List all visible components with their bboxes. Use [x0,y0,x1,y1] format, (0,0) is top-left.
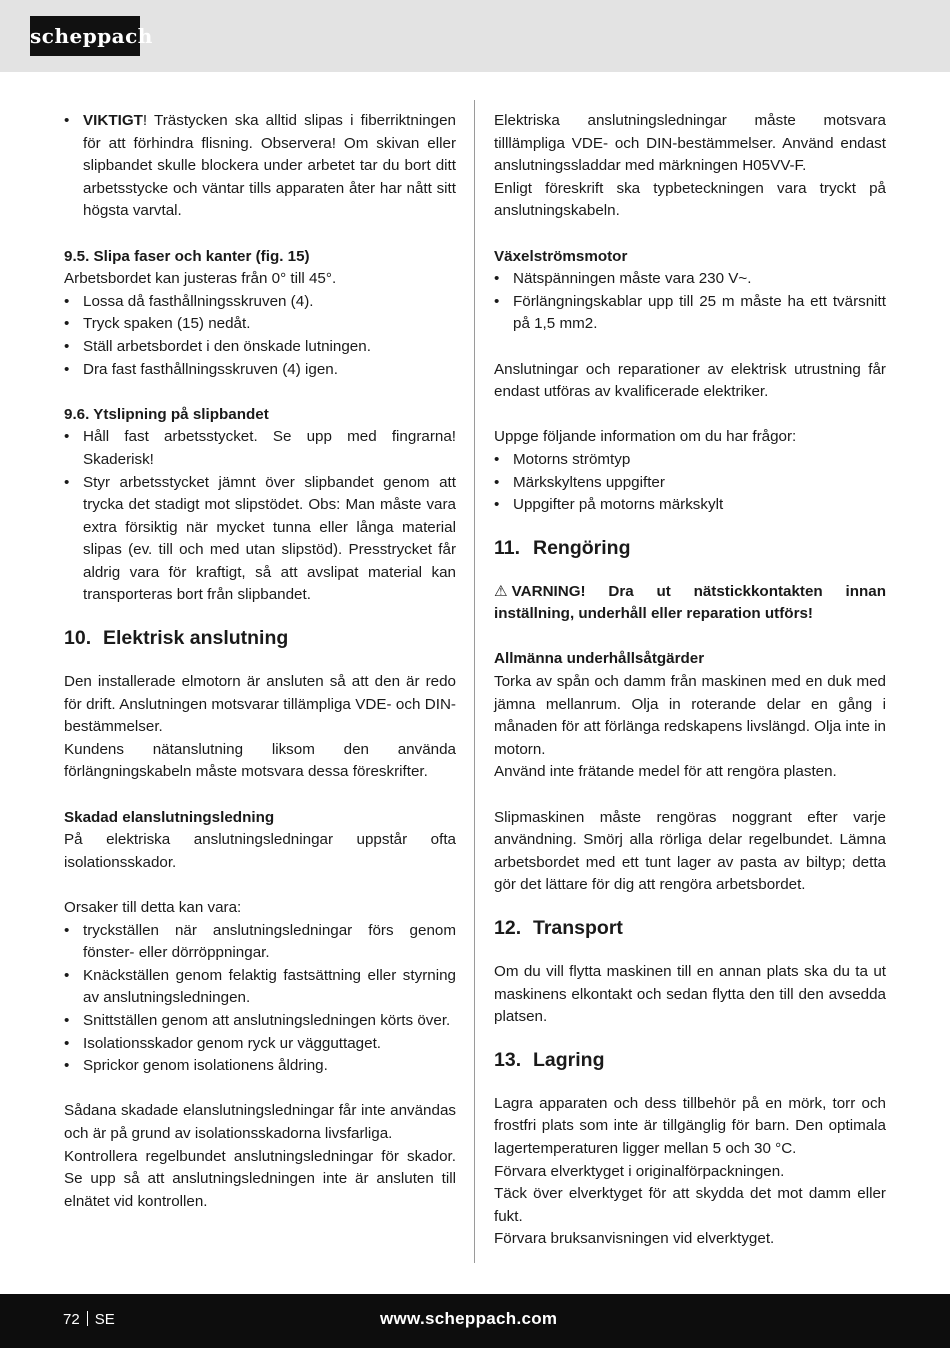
section-10-paragraph: Den installerade elmotorn är ansluten så att den är redo för drift. Anslutningen motsvarar tillämpliga VDE- och DIN-bestämmelser. [64,673,456,736]
list-item: • Dra fast fasthållningsskruven (4) igen. [64,359,456,382]
maintenance-paragraph: Slipmaskinen måste rengöras noggrant efter varje användning. Smörj alla rörliga delar regelbundet. Lämna arbetsbordet med ett tunt lager av pasta av biltyp; detta gör det lättare för dig att rengöra arbetsbordet. [494,808,886,894]
important-text: ! Trästycken ska alltid slipas i fiberriktningen för att förhindra flisning. Observera! Om skivan eller slipbandet skulle blockera under arbetet tar du bort ditt arbetsstycke och väntar tills apparaten åter har nått sitt högsta varvtal. [83,112,456,220]
closing-paragraph: Kontrollera regelbundet anslutningsledningar för skador. Se upp så att anslutningsledningen inte är ansluten till elnätet vid kontrollen. [64,1147,456,1210]
list-item: • tryckställen när anslutningsledningar förs genom fönster- eller dörröppningar. [64,920,456,965]
list-item: • Snittställen genom att anslutningsledningen körts över. [64,1010,456,1033]
left-column [64,110,456,1213]
section-title: Elektrisk anslutning [103,627,289,650]
info-intro: Uppge följande information om du har frågor: [494,428,797,446]
damaged-cable-title: Skadad elanslutningsledning [64,808,275,826]
ac-motor-list [494,268,886,336]
list-item: • Styr arbetsstycket jämnt över slipbandet genom att trycka det stadigt mot slipstödet. Obs: Man måste vara extra försiktig när mycket tunna eller långa material slipas (ev. till och med utan slipstöd). Presstrycket får aldrig vara för kraftigt, så att avslipat material kan transporteras bort från slipbandet. [64,472,456,608]
info-list [494,449,886,517]
section-9-6-title: 9.6. Ytslipning på slipbandet [64,405,269,423]
list-item: • Uppgifter på motorns märkskylt [494,494,886,517]
section-number: 11. [494,536,521,559]
page-footer [0,1294,950,1348]
section-12-heading [494,915,886,941]
list-item: • Ställ arbetsbordet i den önskade lutningen. [64,336,456,359]
section-9-5-list [64,291,456,381]
list-item: • Nätspänningen måste vara 230 V~. [494,268,886,291]
section-9-5-intro: Arbetsbordet kan justeras från 0° till 45°. [64,270,337,288]
list-item: • Isolationsskador genom ryck ur vägguttaget. [64,1033,456,1056]
intro-list [64,110,456,223]
right-column [494,110,886,1251]
warning-text: VARNING! Dra ut nätstickkontakten innan inställning, underhåll eller reparation utförs! [494,582,886,623]
section-11-heading [494,535,886,561]
section-title: Lagring [533,1048,605,1071]
page-number: 72 [63,1311,80,1328]
warning-icon: ⚠ [494,582,508,600]
list-item: • Lossa då fasthållningsskruven (4). [64,291,456,314]
section-title: Transport [533,917,623,939]
footer-separator [87,1311,88,1326]
maintenance-paragraph: Använd inte frätande medel för att rengöra plasten. [494,763,837,781]
cable-paragraph: Elektriska anslutningsledningar måste motsvara tilllämpliga VDE- och DIN-bestämmelser. Använd endast anslutningssladdar med märkningen H05VV-F. [494,112,886,175]
maintenance-paragraph: Torka av spån och damm från maskinen med en duk med jämna mellanrum. Olja in roterande delar en gång i månaden för att förlänga redskapens livslängd. Olja inte in motorn. [494,673,886,758]
list-item [64,110,456,223]
list-item: • Sprickor genom isolationens åldring. [64,1055,456,1078]
section-10-heading [64,625,456,651]
ac-motor-title: Växelströmsmotor [494,247,628,265]
maintenance-title: Allmänna underhållsåtgärder [494,650,705,668]
list-item: • Märkskyltens uppgifter [494,472,886,495]
column-divider [474,100,475,1263]
brand-logo: scheppach [30,16,140,56]
section-10-paragraph: Kundens nätanslutning liksom den använda förlängningskabeln måste motsvara dessa föreskrifter. [64,740,456,781]
section-number: 12. [494,917,522,939]
storage-paragraph: Förvara bruksanvisningen vid elverktyget. [494,1230,775,1248]
section-number: 10. [64,627,92,650]
causes-list [64,920,456,1078]
page-header [0,0,950,72]
ac-motor-paragraph: Anslutningar och reparationer av elektrisk utrustning får endast utföras av kvalificerade elektriker. [494,360,886,401]
page-indicator [63,1309,115,1331]
section-title: Rengöring [533,536,631,559]
important-label: VIKTIGT [83,112,143,129]
section-number: 13. [494,1048,522,1071]
section-9-6-list [64,426,456,607]
storage-paragraph: Täck över elverktyget för att skydda det mot damm eller fukt. [494,1185,886,1225]
section-9-5-title: 9.5. Slipa faser och kanter (fig. 15) [64,247,310,265]
list-item: • Knäckställen genom felaktig fastsättning eller styrning av anslutningsledningen. [64,965,456,1010]
language-code: SE [94,1311,115,1328]
transport-paragraph: Om du vill flytta maskinen till en annan plats ska du ta ut maskinens elkontakt och sedan flytta den till den avsedda platsen. [494,963,886,1026]
closing-paragraph: Sådana skadade elanslutningsledningar får inte användas och är på grund av isolationsskadorna livsfarliga. [64,1102,456,1142]
list-item: • Tryck spaken (15) nedåt. [64,313,456,336]
list-item: • Motorns strömtyp [494,449,886,472]
causes-intro: Orsaker till detta kan vara: [64,899,242,916]
list-item: • Förlängningskablar upp till 25 m måste ha ett tvärsnitt på 1,5 mm2. [494,291,886,336]
warning-notice [494,581,886,626]
cable-paragraph: Enligt föreskrift ska typbeteckningen vara tryckt på anslutningskabeln. [494,179,886,220]
list-item: • Håll fast arbetsstycket. Se upp med fingrarna! Skaderisk! [64,426,456,471]
website-link[interactable]: www.scheppach.com [380,1309,558,1328]
storage-paragraph: Lagra apparaten och dess tillbehör på en mörk, torr och frostfri plats som inte är tillgänglig för barn. Den optimala lagertemperaturen ligger mellan 5 och 30 °C. [494,1094,886,1157]
storage-paragraph: Förvara elverktyget i originalförpackningen. [494,1162,785,1180]
section-13-heading [494,1047,886,1073]
damaged-cable-paragraph: På elektriska anslutningsledningar uppstår ofta isolationsskador. [64,831,456,871]
